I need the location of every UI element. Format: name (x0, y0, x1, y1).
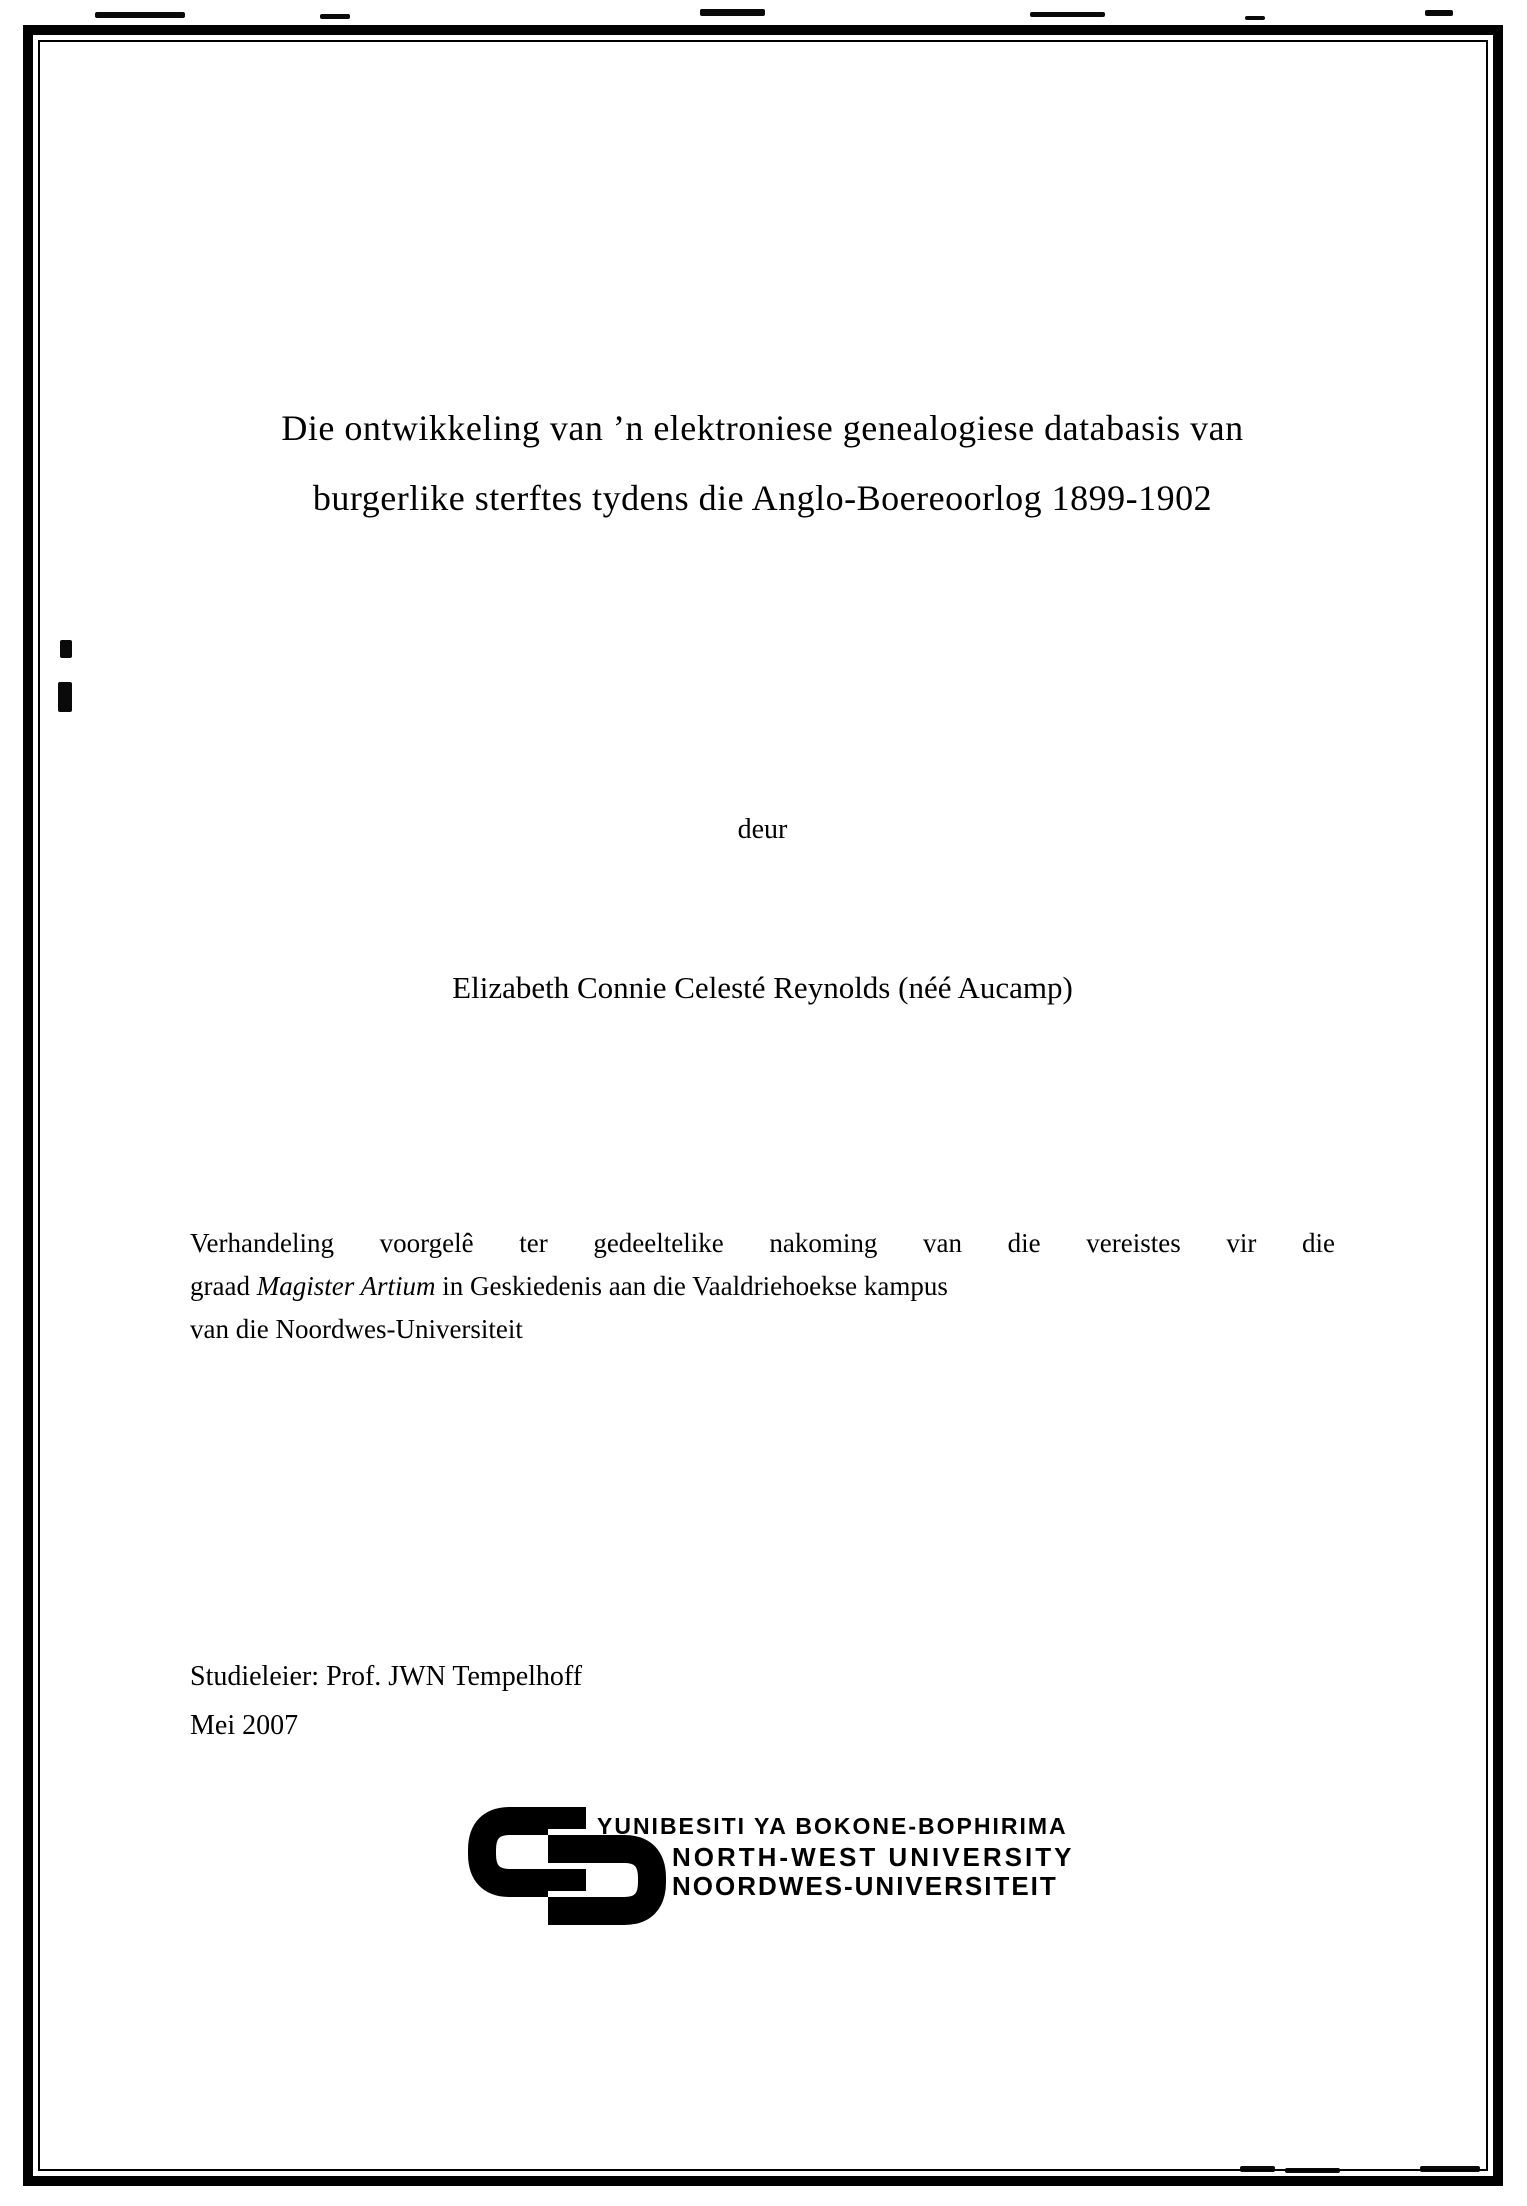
scan-smudge (1030, 12, 1105, 17)
scan-smudge (1425, 10, 1453, 16)
degree-statement-line1: Verhandeling voorgelê ter gedeeltelike nakoming van die vereistes vir die (190, 1228, 1335, 1258)
degree-statement-line2-prefix: graad (190, 1271, 257, 1301)
byline: deur (737, 814, 788, 845)
logo-text-afrikaans: NOORDWES-UNIVERSITEIT (672, 1871, 1058, 1901)
scan-smudge (320, 14, 350, 19)
logo-text-english: NORTH-WEST UNIVERSITY (672, 1842, 1075, 1872)
degree-statement-line3: van die Noordwes-Universiteit (190, 1314, 523, 1344)
supervisor-line: Studieleier: Prof. JWN Tempelhoff (190, 1661, 583, 1692)
scan-smudge (700, 9, 765, 16)
author-name: Elizabeth Connie Celesté Reynolds (néé Aucamp) (452, 970, 1073, 1005)
degree-statement-line2 (190, 1265, 1335, 1308)
thesis-title-line1: Die ontwikkeling van ’n elektroniese genealogiese databasis van (281, 408, 1244, 448)
logo-text-setswana: YUNIBESITI YA BOKONE-BOPHIRIMA (597, 1813, 1068, 1839)
degree-statement-line2-suffix: in Geskiedenis aan die Vaaldriehoekse kampus (435, 1271, 948, 1301)
degree-name-italic: Magister Artium (256, 1271, 436, 1301)
thesis-title (190, 393, 1335, 533)
thesis-title-line2: burgerlike sterftes tydens die Anglo-Boereoorlog 1899-1902 (312, 478, 1213, 518)
degree-statement (190, 1222, 1335, 1351)
scan-smudge (95, 12, 185, 18)
supervisor-block (190, 1652, 582, 1750)
scan-smudge (1245, 16, 1265, 20)
date-line: Mei 2007 (190, 1710, 299, 1741)
